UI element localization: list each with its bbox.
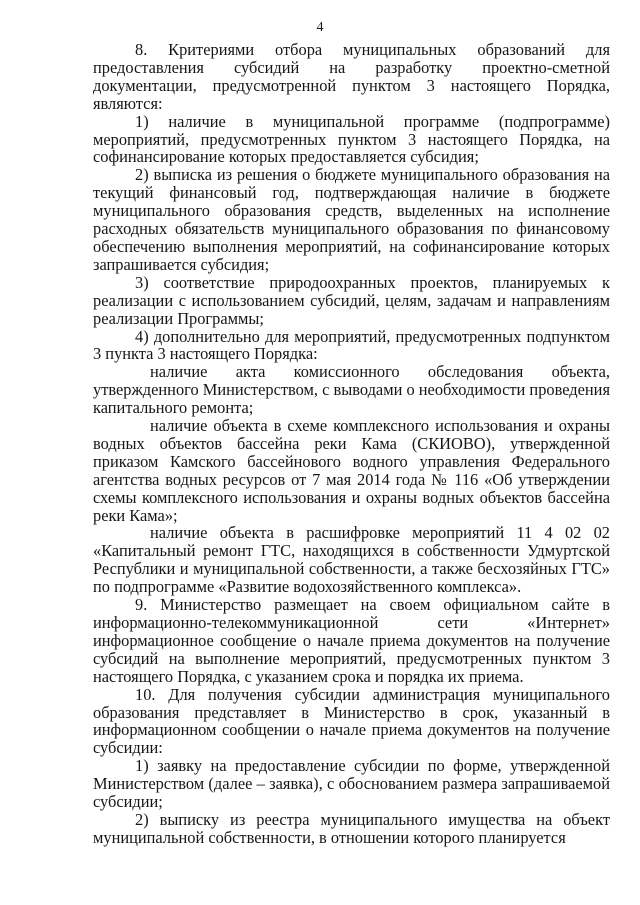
paragraph-criteria-intro: 8. Критериями отбора муниципальных образований для предоставления субсидий на разработку проектно-сметной документации, предусмотренной пунктом 3 настоящего Порядка, являются: — [93, 40, 610, 113]
paragraph-criterion-3: 3) соответствие природоохранных проектов, планируемых к реализации с использованием субсидий, целям, задачам и направлениям реализации Программы; — [93, 272, 610, 328]
paragraph-criterion-1: 1) наличие в муниципальной программе (подпрограмме) мероприятий, предусмотренных пунктом 3 настоящего Порядка, на софинансирование которых предоставляется субсидия; — [93, 111, 610, 167]
paragraph-criterion-4-gts: наличие объекта в расшифровке мероприятий 11 4 02 02 «Капитальный ремонт ГТС, находящихся в собственности Удмуртской Республики и муниципальной собственности, а также бесхозяйных ГТС» по подпрограмме «Развитие водохозяйственного комплекса». — [93, 523, 610, 597]
paragraph-criterion-4-act: наличие акта комиссионного обследования объекта, утвержденного Министерством, с выводами о необходимости проведения капитального ремонта; — [93, 362, 610, 418]
paragraph-ministry-notice: 9. Министерство размещает на своем официальном сайте в информационно-телекоммуникационной сети «Интернет» информационное сообщение о начале приема документов на получение субсидий на выполнение мероприятий, предусмотренных пунктом 3 настоящего Порядка, с указанием срока и порядка их приема. — [93, 595, 610, 686]
page-number: 4 — [316, 20, 324, 35]
paragraph-document-application: 1) заявку на предоставление субсидии по форме, утвержденной Министерством (далее – заявка), с обоснованием размера запрашиваемой субсидии; — [93, 756, 610, 812]
paragraph-document-registry-extract: 2) выписку из реестра муниципального имущества на объект муниципальной собственности, в отношении которого планируется — [93, 809, 610, 847]
paragraph-documents-list: 10. Для получения субсидии администрация муниципального образования представляет в Министерство в срок, указанный в информационном сообщении о начале приема документов на получение субсидии: — [93, 684, 610, 758]
paragraph-criterion-2: 2) выписка из решения о бюджете муниципального образования на текущий финансовый год, подтверждающая наличие в бюджете муниципального образования средств, выделенных на исполнение расходных обязательств муниципального образования по финансовому обеспечению выполнения мероприятий, на софинансирование которых запрашивается субсидия; — [93, 165, 610, 274]
document-body — [93, 41, 610, 847]
paragraph-criterion-4-skiovo: наличие объекта в схеме комплексного использования и охраны водных объектов бассейна реки Кама (СКИОВО), утвержденной приказом Камского бассейнового водного управления Федерального агентства водных ресурсов от 7 мая 2014 года № 116 «Об утверждении схемы комплексного использования и охраны водных объектов бассейна реки Кама»; — [93, 416, 610, 525]
paragraph-criterion-4: 4) дополнительно для мероприятий, предусмотренных подпунктом 3 пункта 3 настоящего Порядка: — [93, 326, 610, 364]
